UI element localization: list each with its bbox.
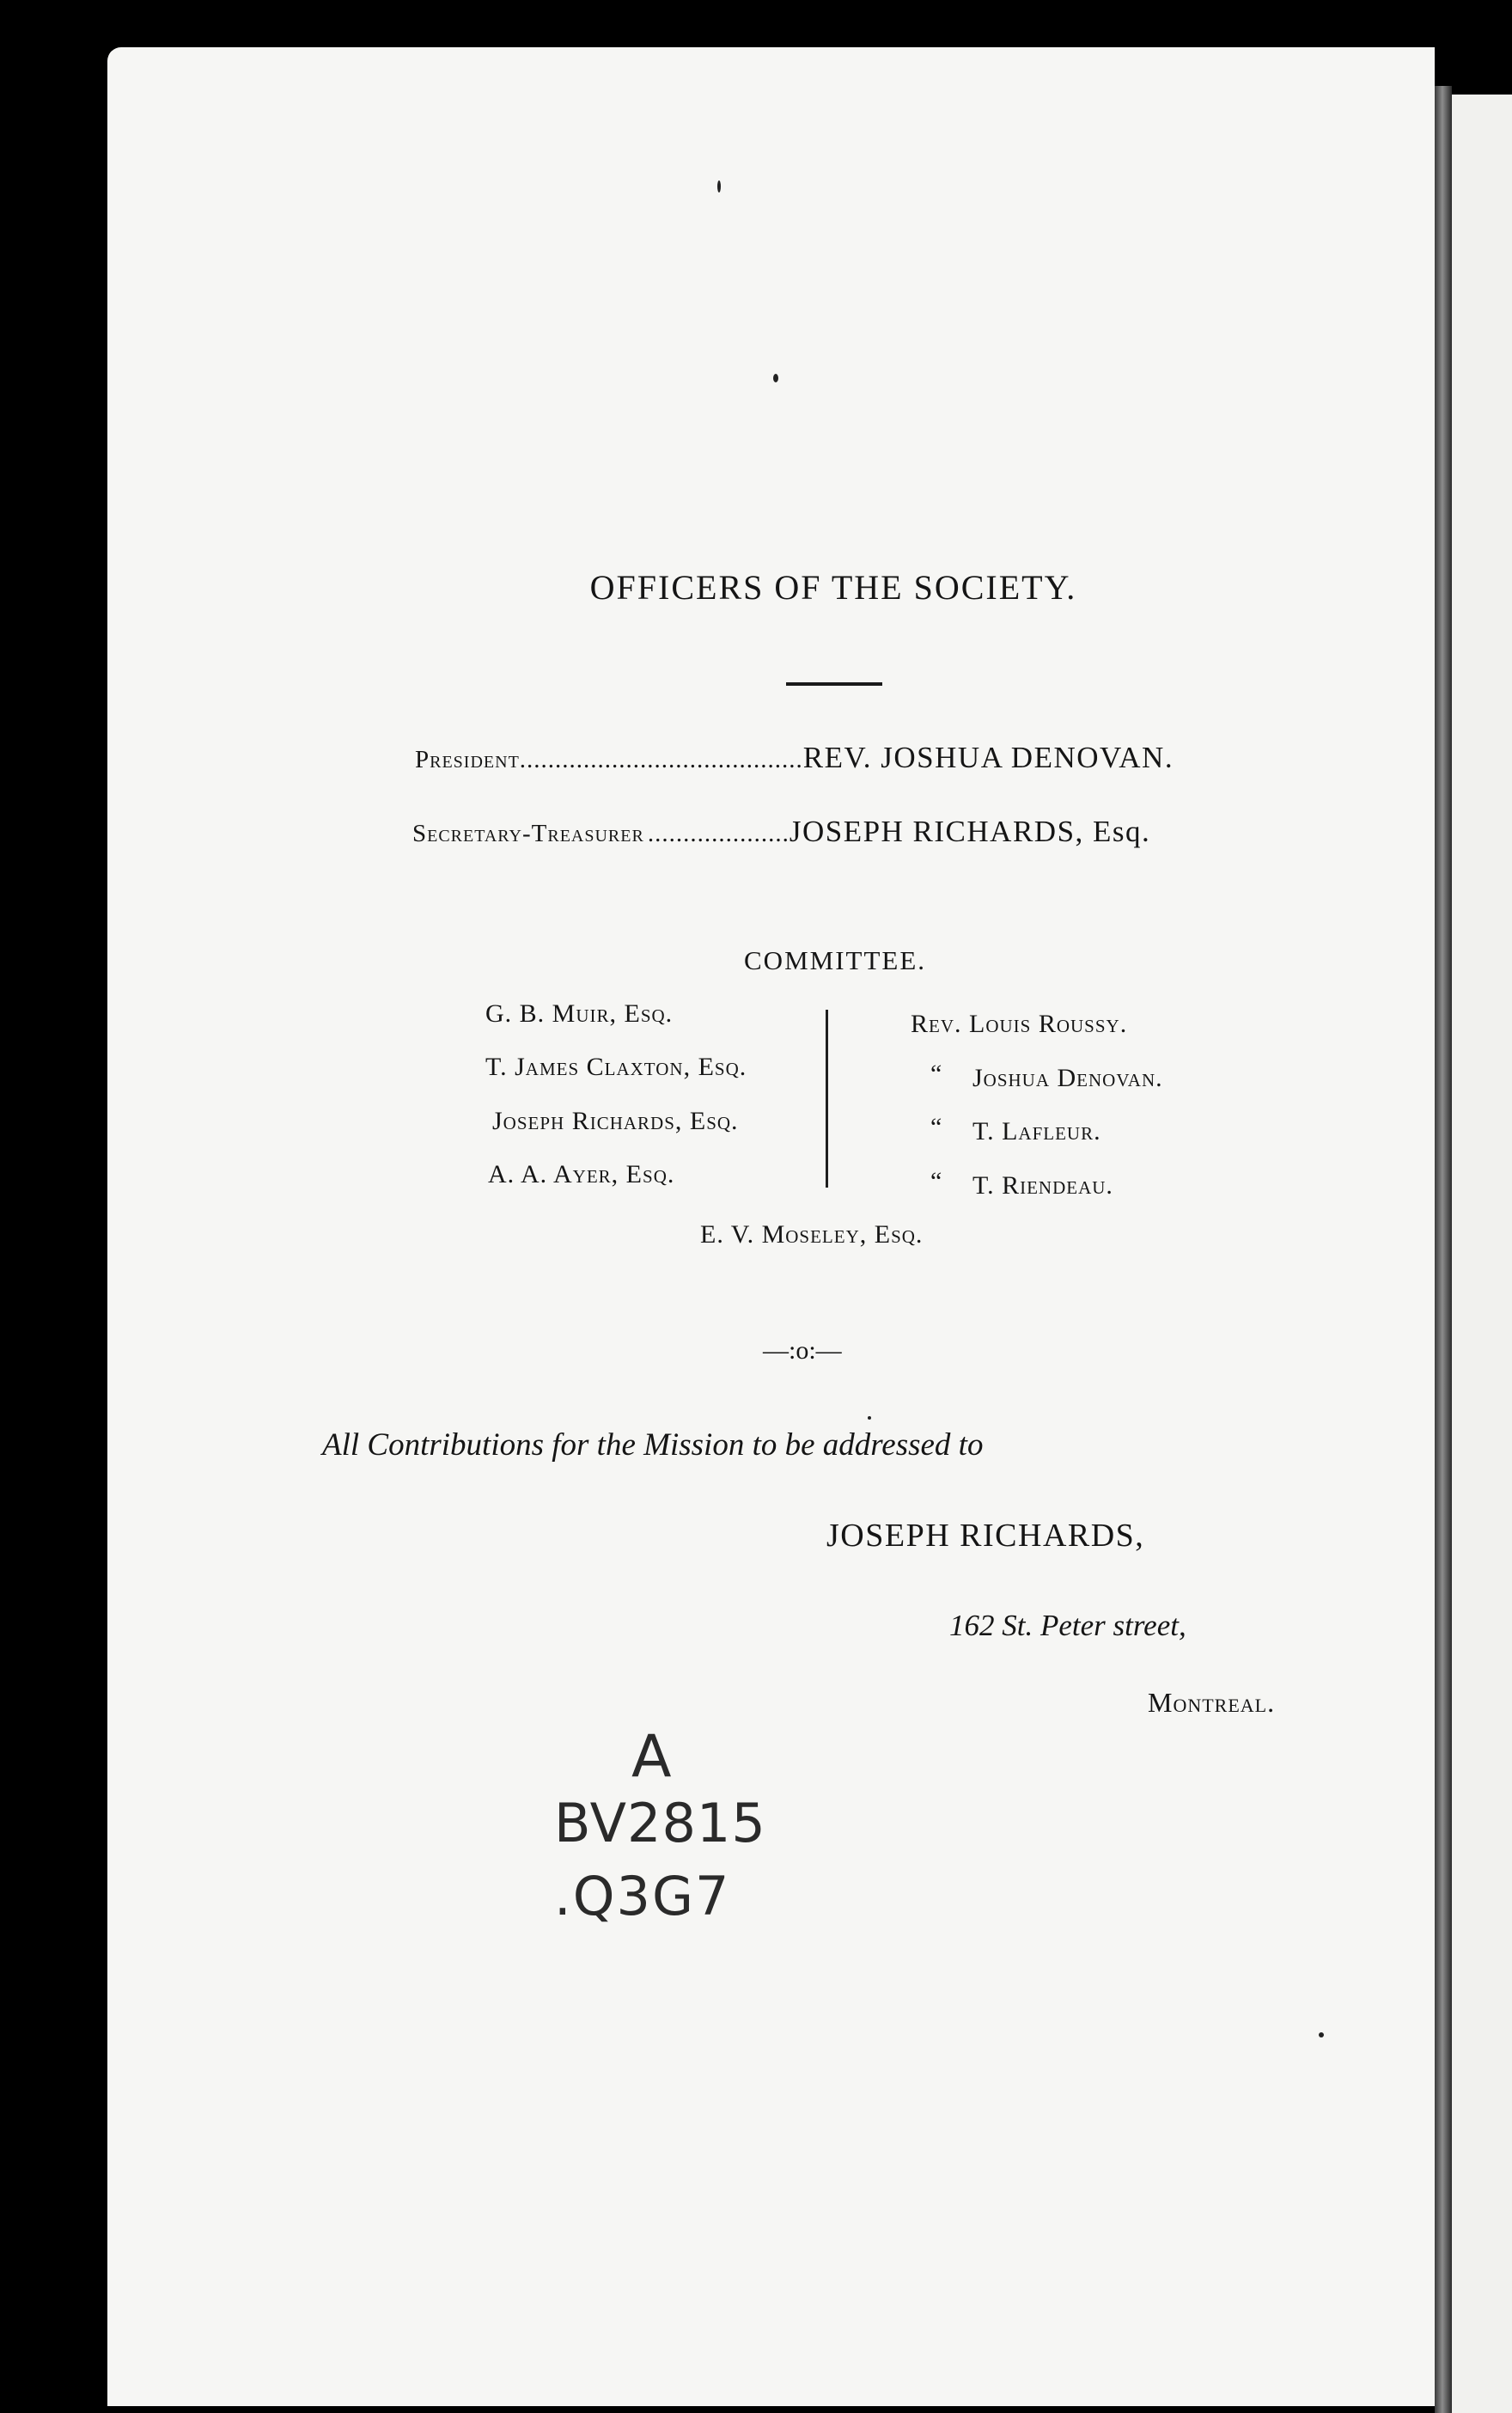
committee-member-right: T. Riendeau.	[972, 1171, 1113, 1200]
ditto-mark: “	[930, 1060, 942, 1088]
committee-member-left: G. B. Muir, Esq.	[485, 999, 674, 1028]
officer-label: President	[415, 746, 520, 773]
call-number-line-1: A	[631, 1723, 672, 1791]
address-name: JOSEPH RICHARDS,	[826, 1518, 1145, 1554]
scan-speck	[773, 374, 778, 382]
officer-row-secretary	[412, 815, 1150, 849]
officer-leader-dots: ........................................	[519, 746, 803, 773]
committee-member-left: T. James Claxton, Esq.	[485, 1053, 747, 1081]
officer-name: JOSEPH RICHARDS, Esq.	[789, 815, 1151, 848]
committee-member-right: T. Lafleur.	[972, 1117, 1101, 1145]
committee-member-left: A. A. Ayer, Esq.	[488, 1160, 675, 1188]
committee-member-bottom: E. V. Moseley, Esq.	[700, 1220, 924, 1249]
call-number-line-3: .Q3G7	[554, 1865, 731, 1927]
ditto-mark: “	[930, 1167, 942, 1195]
address-street: 162 St. Peter street,	[949, 1609, 1186, 1642]
adjacent-page-edge	[1452, 95, 1512, 2413]
committee-heading: COMMITTEE.	[744, 945, 927, 975]
committee-member-right: Joshua Denovan.	[972, 1064, 1163, 1092]
scan-speck	[868, 1416, 871, 1420]
page-fold-gutter	[1435, 86, 1452, 2413]
contributions-note: All Contributions for the Mission to be addressed to	[322, 1427, 984, 1463]
scan-speck	[717, 180, 721, 192]
ditto-mark: “	[930, 1113, 942, 1141]
address-city: Montreal.	[1148, 1687, 1276, 1718]
call-number-line-2: BV2815	[554, 1792, 766, 1854]
committee-divider-line	[826, 1010, 828, 1188]
scan-speck	[1319, 2032, 1324, 2037]
title-rule	[786, 682, 882, 686]
officer-name: REV. JOSHUA DENOVAN.	[802, 741, 1174, 774]
section-divider: —:o:—	[763, 1336, 842, 1365]
officer-leader-dots: ....................	[647, 820, 790, 847]
officer-row-president	[415, 741, 1174, 775]
committee-member-left: Joseph Richards, Esq.	[492, 1107, 739, 1135]
officer-label: Secretary-Treasurer	[412, 820, 644, 847]
committee-member-right: Rev. Louis Roussy.	[911, 1010, 1128, 1038]
page-title: OFFICERS OF THE SOCIETY.	[589, 568, 1077, 607]
